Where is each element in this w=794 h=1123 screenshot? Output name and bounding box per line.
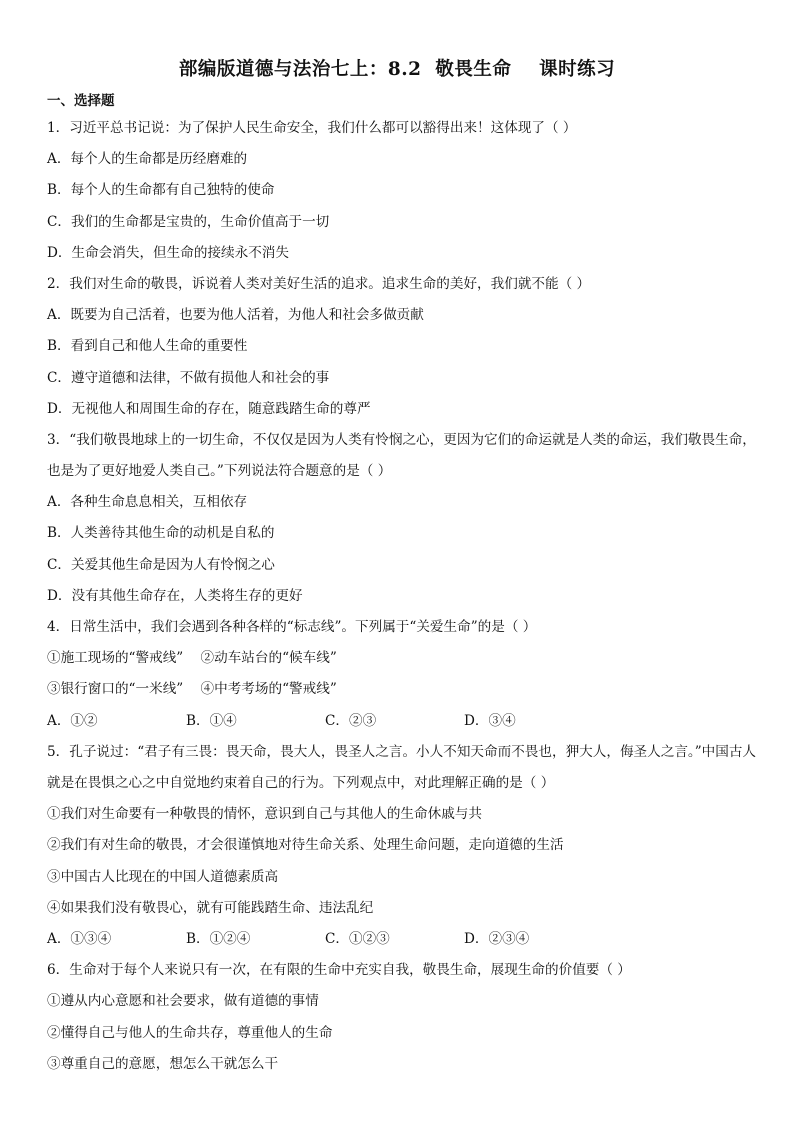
choice-d: D．③④ (464, 712, 516, 729)
option-c: C．关爱其他生命是因为人有怜悯之心 (47, 556, 275, 573)
question-stem: 2．我们对生命的敬畏，诉说着人类对美好生活的追求。追求生命的美好，我们就不能（ ） (47, 275, 591, 292)
question-6 (47, 955, 765, 1080)
question-1 (47, 113, 765, 269)
question-3 (47, 425, 765, 612)
question-2 (47, 269, 765, 425)
question-4 (47, 612, 765, 737)
option-c: C．我们的生命都是宝贵的，生命价值高于一切 (47, 213, 330, 230)
statement-item: ④如果我们没有敬畏心，就有可能践踏生命、违法乱纪 (47, 899, 374, 916)
choice-a: A．①③④ (47, 930, 112, 947)
option-d: D．生命会消失，但生命的接续永不消失 (47, 244, 289, 261)
question-stem: 5．孔子说过：“君子有三畏：畏天命，畏大人，畏圣人之言。小人不知天命而不畏也，狎大人，侮圣人之言。”中国古人就是在畏惧之心之中自觉地约束着自己的行为。下列观点中，对此理解正确的是（ ） (47, 743, 757, 791)
choice-b: B．①④ (186, 712, 237, 729)
section-heading: 一、选择题 (47, 93, 115, 109)
option-a: A．既要为自己活着，也要为他人活着，为他人和社会多做贡献 (47, 307, 424, 324)
option-b: B．看到自己和他人生命的重要性 (47, 338, 248, 355)
option-b: B．人类善待其他生命的动机是自私的 (47, 525, 275, 542)
option-b: B．每个人的生命都有自己独特的使命 (47, 182, 275, 199)
statement-item: ③银行窗口的“一米线” ④中考考场的“警戒线” (47, 681, 337, 698)
option-d: D．没有其他生命存在，人类将生存的更好 (47, 587, 303, 604)
choice-row (47, 706, 765, 737)
statement-item: ①施工现场的“警戒线” ②动车站台的“候车线” (47, 650, 337, 667)
choice-row (47, 924, 765, 955)
choice-c: C．①②③ (325, 930, 390, 947)
statement-item: ③尊重自己的意愿，想怎么干就怎么干 (47, 1055, 279, 1072)
statement-item: ③中国古人比现在的中国人道德素质高 (47, 868, 279, 885)
question-stem: 6．生命对于每个人来说只有一次，在有限的生命中充实自我，敬畏生命，展现生命的价值要（ ） (47, 962, 631, 979)
option-d: D．无视他人和周围生命的存在，随意践踏生命的尊严 (47, 400, 371, 417)
choice-c: C．②③ (325, 712, 377, 729)
question-stem: 4．日常生活中，我们会遇到各种各样的“标志线”。下列属于“关爱生命”的是（ ） (47, 619, 537, 636)
choice-d: D．②③④ (464, 930, 530, 947)
statement-item: ①遵从内心意愿和社会要求，做有道德的事情 (47, 993, 319, 1010)
statement-item: ②我们有对生命的敬畏，才会很谨慎地对待生命关系、处理生命问题，走向道德的生活 (47, 837, 564, 854)
statement-item: ①我们对生命要有一种敬畏的情怀，意识到自己与其他人的生命休戚与共 (47, 806, 482, 823)
question-stem: 1．习近平总书记说：为了保护人民生命安全，我们什么都可以豁得出来！这体现了（ ） (47, 120, 577, 136)
page-title: 部编版道德与法治七上：8.2 敬畏生命 课时练习 (178, 59, 616, 80)
question-5 (47, 737, 765, 955)
choice-a: A．①② (47, 712, 98, 729)
option-c: C．遵守道德和法律，不做有损他人和社会的事 (47, 369, 330, 386)
option-a: A．各种生命息息相关，互相依存 (47, 494, 248, 511)
question-stem: 3．“我们敬畏地球上的一切生命，不仅仅是因为人类有怜悯之心，更因为它们的命运就是人类的命运，我们敬畏生命，也是为了更好地爱人类自己。”下列说法符合题意的是（ ） (47, 431, 756, 480)
choice-b: B．①②④ (186, 930, 251, 947)
statement-item: ②懂得自己与他人的生命共存，尊重他人的生命 (47, 1024, 333, 1041)
option-a: A．每个人的生命都是历经磨难的 (47, 151, 248, 168)
question-list (47, 113, 765, 1080)
